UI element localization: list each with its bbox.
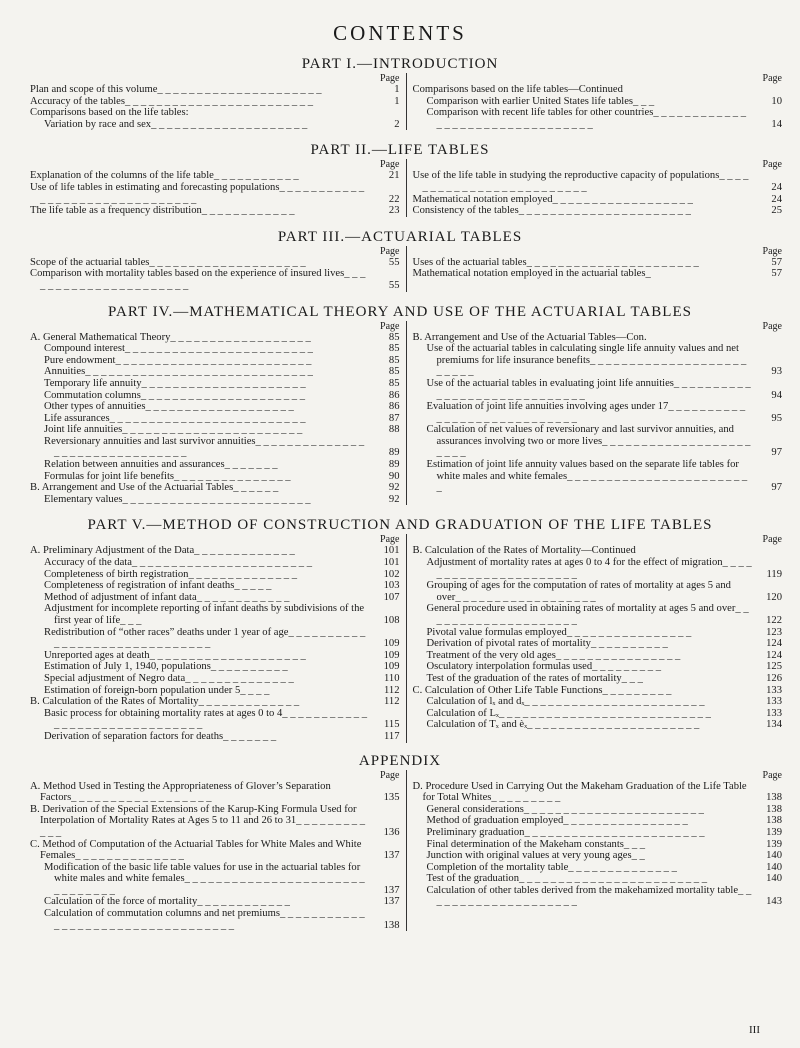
toc-entry-title: B. Derivation of the Special Extensions of the Karup-King Formula Used for Interpolation of Mortality Rates at Ages 5 to 11 and 26 to 31_ _ _ _ _ _ _ _ _ _ _ _: [30, 803, 366, 838]
toc-entry-page: 57: [771, 268, 782, 280]
part-title: APPENDIX: [358, 752, 442, 769]
toc-entry-title: Commutation columns_ _ _ _ _ _ _ _ _ _ _ _ _ _ _ _ _ _ _ _ _: [44, 389, 306, 401]
toc-entry-page: 101: [383, 545, 400, 557]
toc-entry: [30, 268, 404, 291]
toc-entry-title: Use of the actuarial tables in evaluating joint life annuities_ _ _ _ _ _ _ _ _ _ _ _ _ _ _ _ _ _ _ _ _ _ _ _ _ _ _ _ _: [426, 377, 751, 401]
toc-entry: [413, 839, 787, 851]
toc-entry-title: Adjustment for incomplete reporting of infant deaths by subdivisions of the first year of life_ _ _: [44, 603, 365, 626]
toc-entry: [30, 378, 404, 390]
toc-entry-title: Temporary life annuity_ _ _ _ _ _ _ _ _ _ _ _ _ _ _ _ _ _ _ _ _: [44, 377, 306, 389]
toc-entry-page: 102: [383, 568, 400, 580]
toc-entry-title: Completeness of birth registration_ _ _ _ _ _ _ _ _ _ _ _ _ _: [44, 568, 298, 580]
toc-entry-page: 24: [771, 181, 782, 193]
toc-entry: [413, 685, 787, 697]
toc-entry-page: 89: [388, 459, 400, 471]
toc-entry-title: Variation by race and sex_ _ _ _ _ _ _ _ _ _ _ _ _ _ _ _ _ _ _ _: [44, 118, 308, 130]
toc-entry-page: 122: [766, 615, 782, 626]
toc-entry-title: Completion of the mortality table_ _ _ _ _ _ _ _ _ _ _ _ _ _: [426, 861, 677, 873]
page-column-header: Page: [762, 769, 782, 781]
part-section: [0, 56, 800, 130]
toc-entry: [30, 413, 404, 425]
toc-entry-page: 120: [766, 591, 782, 603]
toc-entry-page: 85: [388, 331, 400, 343]
toc-entry-title: C. Calculation of Other Life Table Functions_ _ _ _ _ _ _ _ _: [412, 684, 672, 696]
toc-entry-page: 93: [771, 366, 782, 378]
toc-entry: [30, 107, 404, 119]
toc-entry-page: 1: [394, 95, 400, 107]
toc-entry: [30, 482, 404, 494]
toc-entry-page: 97: [771, 482, 782, 494]
toc-column-right: [406, 73, 787, 130]
toc-entry-title: Use of the actuarial tables in calculating single life annuity values and net premiums for life insurance benefits_ _ _ _ _ _ _ _ _ _ _ _ _ _ _ _ _ _ _ _ _ _ _ _ _: [426, 343, 747, 378]
part-section: [0, 753, 800, 932]
page-column-header: Page: [380, 534, 400, 546]
toc-entry-title: Reversionary annuities and last survivor annuities_ _ _ _ _ _ _ _ _ _ _ _ _ _ _ _ _ _ _ _ _ _ _ _ _ _ _ _ _ _ _: [44, 435, 365, 459]
toc-entry: [30, 696, 404, 708]
toc-entry-page: 125: [766, 661, 782, 673]
toc-columns: [30, 246, 786, 292]
toc-entry-title: B. Calculation of the Rates of Mortality_ _ _ _ _ _ _ _ _ _ _ _ _: [30, 696, 300, 708]
page-column-header: Page: [762, 534, 782, 546]
toc-entry-page: 139: [766, 838, 782, 850]
toc-entry-title: Comparison with recent life tables for other countries_ _ _ _ _ _ _ _ _ _ _ _ _ _ _ _ _ _ _ _ _ _ _ _ _ _ _ _ _ _ _ _: [426, 107, 747, 130]
toc-entry-title: Derivation of pivotal rates of mortality_ _ _ _ _ _ _ _ _ _: [426, 638, 668, 650]
toc-entry-title: Accuracy of the tables_ _ _ _ _ _ _ _ _ _ _ _ _ _ _ _ _ _ _ _ _ _ _ _: [30, 95, 314, 107]
toc-entry-title: Estimation of July 1, 1940, populations_ _ _ _ _ _ _ _ _ _: [44, 661, 288, 673]
page-column-header: Page: [380, 320, 400, 332]
toc-entry: [30, 862, 404, 897]
toc-entry: [413, 194, 787, 206]
toc-entry-title: Calculation of lₓ and dₓ_ _ _ _ _ _ _ _ _ _ _ _ _ _ _ _ _ _ _ _ _ _ _: [426, 696, 705, 708]
toc-entry-title: Grouping of ages for the computation of rates of mortality at ages 5 and over_ _ _ _ _ _ _ _ _ _ _ _ _ _ _ _ _ _: [426, 580, 731, 603]
toc-entry-page: 137: [383, 896, 400, 908]
toc-entry-page: 119: [766, 568, 782, 580]
toc-columns: [30, 770, 786, 932]
toc-entry-title: C. Method of Computation of the Actuarial Tables for White Males and White Females_ _ _ _ _ _ _ _ _ _ _ _ _ _: [30, 838, 362, 862]
toc-columns: [30, 73, 786, 130]
toc-entry-title: Calculation of other tables derived from the makehamized mortality table_ _ _ _ _ _ _ _ _ _ _ _ _ _ _ _ _ _ _ _: [426, 884, 752, 908]
toc-entry-title: Comparison with mortality tables based on the experience of insured lives_ _ _ _ _ _ _ _ _ _ _ _ _ _ _ _ _ _ _ _ _ _: [30, 268, 366, 291]
toc-entry-page: 123: [766, 626, 782, 638]
toc-entry: [413, 661, 787, 673]
toc-entry: [413, 673, 787, 685]
toc-entry-title: Basic process for obtaining mortality rates at ages 0 to 4_ _ _ _ _ _ _ _ _ _ _ _ _ _ _ _ _ _ _ _ _ _ _ _ _ _ _ _ _ _: [44, 707, 368, 731]
toc-entry-page: 112: [384, 696, 400, 708]
toc-entry-page: 124: [766, 649, 782, 661]
toc-entry: [30, 908, 404, 931]
toc-entry-title: Scope of the actuarial tables_ _ _ _ _ _ _ _ _ _ _ _ _ _ _ _ _ _ _ _: [30, 256, 306, 268]
toc-entry: [30, 731, 404, 743]
toc-entry-title: Redistribution of “other races” deaths under 1 year of age_ _ _ _ _ _ _ _ _ _ _ _ _ _ _ _ _ _ _ _ _ _ _ _ _ _ _ _ _ _: [44, 626, 366, 650]
toc-entry-title: B. Calculation of the Rates of Mortality—Continued: [412, 545, 636, 557]
toc-entry: [413, 545, 787, 557]
toc-entry-page: 86: [388, 389, 400, 401]
toc-entry: [413, 650, 787, 662]
page-column-header: Page: [380, 245, 400, 257]
part-title: PART V.—METHOD OF CONSTRUCTION AND GRADUATION OF THE LIFE TABLES: [87, 517, 713, 534]
toc-entry: [413, 332, 787, 344]
toc-entry-page: 2: [394, 118, 400, 130]
toc-entry-title: Unreported ages at death_ _ _ _ _ _ _ _ _ _ _ _ _ _ _ _ _ _ _ _: [44, 649, 306, 661]
toc-entry-page: 133: [766, 684, 782, 696]
toc-entry-title: The life table as a frequency distribution_ _ _ _ _ _ _ _ _ _ _ _: [30, 205, 295, 217]
page-column-header: Page: [762, 159, 782, 171]
toc-entry-page: 92: [388, 482, 400, 494]
toc-entry-page: 126: [766, 672, 782, 684]
toc-entry: [413, 107, 787, 130]
toc-entry-page: 138: [766, 815, 782, 827]
toc-entry-page: 89: [388, 447, 400, 459]
toc-entry-title: Life assurances_ _ _ _ _ _ _ _ _ _ _ _ _ _ _ _ _ _ _ _ _ _ _ _ _: [44, 412, 306, 424]
toc-entry-page: 109: [383, 638, 400, 650]
toc-entry-page: 97: [771, 447, 782, 459]
toc-entry: [413, 862, 787, 874]
toc-entry: [413, 885, 787, 908]
toc-entry: [30, 781, 404, 804]
toc-entry-page: 124: [766, 638, 782, 650]
toc-entry: [413, 850, 787, 862]
toc-entry-page: 88: [388, 424, 400, 436]
toc-entry-title: B. Arrangement and Use of the Actuarial Tables_ _ _ _ _ _: [30, 482, 279, 494]
toc-entry-title: Elementary values_ _ _ _ _ _ _ _ _ _ _ _ _ _ _ _ _ _ _ _ _ _ _ _: [44, 493, 311, 505]
toc-entry-page: 25: [771, 205, 782, 217]
part-title: PART II.—LIFE TABLES: [310, 142, 490, 159]
toc-entry-title: General considerations_ _ _ _ _ _ _ _ _ _ _ _ _ _ _ _ _ _ _ _ _ _ _: [426, 803, 704, 815]
toc-entry-page: 143: [766, 896, 782, 908]
toc-entry: [30, 494, 404, 506]
toc-entry-title: Formulas for joint life benefits_ _ _ _ _ _ _ _ _ _ _ _ _ _ _: [44, 470, 291, 482]
toc-entry-title: Use of life tables in estimating and forecasting populations_ _ _ _ _ _ _ _ _ _ _ _ _ _ _ _ _ _ _ _ _ _ _ _ _ _ _ _ _ _ _: [30, 181, 365, 205]
part-title: PART III.—ACTUARIAL TABLES: [277, 228, 523, 245]
toc-entry-title: Calculation of the force of mortality_ _ _ _ _ _ _ _ _ _ _ _: [44, 896, 290, 908]
toc-entry: [413, 459, 787, 494]
toc-column-left: [30, 246, 406, 292]
toc-entry-page: 117: [384, 730, 400, 742]
toc-entry: [30, 592, 404, 604]
toc-columns: [30, 534, 786, 742]
toc-entry: [413, 96, 787, 108]
toc-entry-title: D. Procedure Used in Carrying Out the Makeham Graduation of the Life Table for Total Whites_ _ _ _ _ _ _ _ _: [412, 780, 747, 804]
toc-entry-title: Use of the life table in studying the reproductive capacity of populations_ _ _ _ _ _ _ _ _ _ _ _ _ _ _ _ _ _ _ _ _ _ _ _ _: [412, 170, 749, 193]
page-column-header: Page: [762, 320, 782, 332]
toc-entry: [413, 257, 787, 269]
toc-entry: [30, 343, 404, 355]
toc-entry-page: 85: [388, 354, 400, 366]
toc-entry: [413, 603, 787, 626]
toc-column-right: [406, 246, 787, 292]
page-number: III: [749, 1024, 760, 1036]
toc-entry-title: Test of the graduation of the rates of mortality_ _ _: [426, 672, 643, 684]
toc-entry: [30, 401, 404, 413]
toc-entry-title: Estimation of foreign-born population under 5_ _ _ _: [44, 684, 270, 696]
toc-columns: [30, 321, 786, 506]
toc-entry-title: Other types of annuities_ _ _ _ _ _ _ _ _ _ _ _ _ _ _ _ _ _ _: [44, 401, 294, 413]
toc-entry-title: Derivation of separation factors for deaths_ _ _ _ _ _ _: [44, 730, 277, 742]
toc-entry-title: Mathematical notation employed in the actuarial tables_: [412, 268, 651, 280]
toc-entry: [413, 781, 787, 804]
toc-entry: [413, 580, 787, 603]
toc-column-right: [406, 321, 787, 506]
toc-entry-page: 14: [771, 118, 782, 130]
toc-entry: [30, 257, 404, 269]
toc-entry-title: Calculation of commutation columns and net premiums_ _ _ _ _ _ _ _ _ _ _ _ _ _ _ _ _ _ _ _ _ _ _ _ _ _ _ _ _ _ _ _ _ _: [44, 908, 365, 931]
part-section: [0, 142, 800, 216]
toc-entry-page: 85: [388, 377, 400, 389]
toc-entry-title: Adjustment of mortality rates at ages 0 to 4 for the effect of migration_ _ _ _ _ _ _ _ _ _ _ _ _ _ _ _ _ _ _ _ _ _: [426, 557, 752, 580]
toc-entry: [30, 96, 404, 108]
toc-entry-title: Joint life annuities_ _ _ _ _ _ _ _ _ _ _ _ _ _ _ _ _ _ _ _ _ _ _: [44, 424, 303, 436]
toc-entry: [413, 84, 787, 96]
toc-entry-page: 57: [771, 256, 782, 268]
toc-entry: [30, 627, 404, 650]
toc-column-left: [30, 534, 406, 742]
toc-entry-title: Comparison with earlier United States life tables_ _ _: [426, 95, 655, 107]
toc-entry: [30, 661, 404, 673]
toc-column-right: [406, 534, 787, 742]
toc-entry: [30, 355, 404, 367]
part-section: [0, 517, 800, 742]
toc-column-left: [30, 321, 406, 506]
toc-entry-page: 138: [766, 803, 782, 815]
toc-entry-title: Final determination of the Makeham constants_ _ _: [426, 838, 646, 850]
toc-entry: [30, 436, 404, 459]
toc-entry: [30, 424, 404, 436]
toc-entry: [413, 205, 787, 217]
page-column-header: Page: [380, 73, 400, 84]
toc-entry: [30, 839, 404, 862]
toc-entry: [413, 378, 787, 401]
toc-entry-page: 85: [388, 343, 400, 355]
toc-entry-page: 21: [388, 170, 400, 182]
toc-entry-page: 85: [388, 366, 400, 378]
toc-entry-page: 103: [383, 580, 400, 592]
toc-entry: [30, 569, 404, 581]
toc-entry-title: Comparisons based on the life tables:: [30, 107, 189, 119]
toc-entry-title: Calculation of Tₓ and èₓ_ _ _ _ _ _ _ _ _ _ _ _ _ _ _ _ _ _ _ _ _ _: [426, 719, 700, 731]
toc-entry: [413, 708, 787, 720]
toc-column-right: [406, 770, 787, 932]
toc-entry: [413, 401, 787, 424]
toc-column-right: [406, 159, 787, 216]
toc-entry-page: 108: [383, 615, 400, 626]
toc-entry-title: Preliminary graduation_ _ _ _ _ _ _ _ _ _ _ _ _ _ _ _ _ _ _ _ _ _ _: [426, 826, 705, 838]
toc-entry-page: 112: [384, 684, 400, 696]
toc-entry-title: Comparisons based on the life tables—Continued: [412, 84, 623, 95]
toc-entry-title: B. Arrangement and Use of the Actuarial Tables—Con.: [412, 331, 647, 343]
toc-column-left: [30, 770, 406, 932]
toc-entry-page: 110: [384, 672, 400, 684]
toc-entry-page: 24: [771, 193, 782, 205]
toc-entry: [30, 459, 404, 471]
toc-entry-title: Relation between annuities and assurances_ _ _ _ _ _ _: [44, 459, 278, 471]
toc-entry: [413, 343, 787, 378]
toc-column-left: [30, 73, 406, 130]
page-column-header: Page: [762, 245, 782, 257]
toc-entry: [30, 170, 404, 182]
toc-entry-title: Consistency of the tables_ _ _ _ _ _ _ _ _ _ _ _ _ _ _ _ _ _ _ _ _ _: [412, 205, 691, 217]
toc-entry-page: 95: [771, 412, 782, 424]
toc-entry-page: 135: [383, 792, 400, 804]
toc-entry: [413, 627, 787, 639]
toc-entry-title: Pivotal value formulas employed_ _ _ _ _ _ _ _ _ _ _ _ _ _ _ _: [426, 626, 692, 638]
toc-entry-page: 92: [388, 493, 400, 505]
toc-entry: [30, 390, 404, 402]
toc-entry-page: 134: [766, 719, 782, 731]
toc-entry-page: 109: [383, 661, 400, 673]
toc-entry: [30, 650, 404, 662]
toc-entry: [30, 685, 404, 697]
toc-entry-title: Junction with original values at very young ages_ _: [426, 850, 645, 862]
toc-entry-page: 107: [383, 591, 400, 603]
toc-entry-page: 137: [383, 884, 400, 896]
contents-body: [0, 56, 800, 931]
toc-entry-title: A. Method Used in Testing the Appropriateness of Glover’s Separation Factors_ _ _ _ _ _ _ _ _ _ _ _ _ _ _ _ _ _: [30, 780, 331, 804]
toc-entry: [413, 719, 787, 731]
toc-entry: [30, 119, 404, 131]
page-column-header: Page: [380, 769, 400, 781]
toc-entry-title: Calculation of Lₓ_ _ _ _ _ _ _ _ _ _ _ _ _ _ _ _ _ _ _ _ _ _ _ _ _ _ _: [426, 707, 711, 719]
toc-entry: [30, 332, 404, 344]
toc-entry-page: 136: [383, 826, 400, 838]
toc-entry-page: 140: [766, 861, 782, 873]
toc-entry-page: 22: [388, 193, 400, 205]
toc-entry-title: Method of graduation employed_ _ _ _ _ _ _ _ _ _ _ _ _ _ _ _: [426, 815, 688, 827]
toc-entry: [30, 205, 404, 217]
toc-entry-title: A. General Mathematical Theory_ _ _ _ _ _ _ _ _ _ _ _ _ _ _ _ _ _: [30, 331, 311, 343]
toc-entry-title: A. Preliminary Adjustment of the Data_ _ _ _ _ _ _ _ _ _ _ _ _: [30, 545, 295, 557]
toc-entry-page: 23: [388, 205, 400, 217]
toc-entry: [30, 708, 404, 731]
toc-entry-title: Evaluation of joint life annuities involving ages under 17_ _ _ _ _ _ _ _ _ _ _ _ _ _ _ _ _ _ _ _ _ _ _ _ _ _ _ _: [426, 401, 746, 424]
toc-entry: [30, 84, 404, 96]
toc-entry: [413, 873, 787, 885]
toc-entry-page: 140: [766, 850, 782, 862]
toc-entry: [30, 580, 404, 592]
page-column-header: Page: [380, 159, 400, 171]
toc-entry-title: Test of the graduation_ _ _ _ _ _ _ _ _ _ _ _ _ _ _ _ _ _ _ _ _ _ _ _: [426, 873, 708, 885]
toc-entry-page: 138: [383, 919, 400, 931]
toc-entry: [413, 268, 787, 280]
toc-entry: [30, 545, 404, 557]
toc-entry-page: 101: [383, 557, 400, 569]
part-title: PART I.—INTRODUCTION: [301, 56, 499, 72]
toc-entry-page: 1: [394, 84, 400, 95]
toc-entry: [30, 804, 404, 839]
toc-entry-title: Uses of the actuarial tables_ _ _ _ _ _ _ _ _ _ _ _ _ _ _ _ _ _ _ _ _ _: [412, 256, 699, 268]
toc-entry-title: Accuracy of the data_ _ _ _ _ _ _ _ _ _ _ _ _ _ _ _ _ _ _ _ _ _ _: [44, 557, 313, 569]
toc-entry-title: Mathematical notation employed_ _ _ _ _ _ _ _ _ _ _ _ _ _ _ _ _ _: [412, 193, 693, 205]
toc-entry-title: Explanation of the columns of the life table_ _ _ _ _ _ _ _ _ _ _: [30, 170, 299, 182]
toc-entry-title: Plan and scope of this volume_ _ _ _ _ _ _ _ _ _ _ _ _ _ _ _ _ _ _ _ _: [30, 84, 322, 95]
toc-entry-page: 133: [766, 707, 782, 719]
toc-entry-page: 55: [388, 279, 400, 291]
toc-entry-page: 87: [388, 412, 400, 424]
toc-entry: [413, 557, 787, 580]
part-section: [0, 229, 800, 292]
toc-entry-title: Modification of the basic life table values for use in the actuarial tables for white males and white females_ _ _ _ _ _ _ _ _ _ _ _ _ _ _ _ _ _ _ _ _ _ _ _ _ _ _ _ _ _ _: [44, 861, 365, 896]
toc-entry-page: 90: [388, 470, 400, 482]
toc-entry: [413, 804, 787, 816]
toc-entry: [413, 424, 787, 459]
toc-entry-page: 115: [384, 719, 400, 731]
toc-entry-page: 139: [766, 826, 782, 838]
toc-entry-page: 94: [771, 389, 782, 401]
toc-entry-title: Annuities_ _ _ _ _ _ _ _ _ _ _ _ _ _ _ _ _ _ _ _ _ _ _ _ _ _ _ _ _: [44, 366, 313, 378]
toc-entry: [413, 815, 787, 827]
toc-entry: [413, 827, 787, 839]
toc-entry-title: Osculatory interpolation formulas used_ _ _ _ _ _ _ _ _: [426, 661, 661, 673]
toc-entry: [30, 603, 404, 626]
toc-entry-page: 109: [383, 649, 400, 661]
toc-entry-page: 86: [388, 401, 400, 413]
toc-entry-title: Special adjustment of Negro data_ _ _ _ _ _ _ _ _ _ _ _ _ _: [44, 672, 294, 684]
toc-entry: [30, 471, 404, 483]
page-column-header: Page: [762, 73, 782, 84]
toc-entry-page: 10: [771, 95, 782, 107]
toc-entry: [30, 557, 404, 569]
toc-column-left: [30, 159, 406, 216]
toc-entry: [413, 638, 787, 650]
toc-entry-title: Pure endowment_ _ _ _ _ _ _ _ _ _ _ _ _ _ _ _ _ _ _ _ _ _ _ _ _: [44, 354, 312, 366]
toc-entry: [30, 182, 404, 205]
toc-entry-page: 140: [766, 873, 782, 885]
toc-entry-title: Completeness of registration of infant deaths_ _ _ _ _: [44, 580, 272, 592]
toc-entry: [413, 170, 787, 193]
toc-entry: [413, 696, 787, 708]
part-section: [0, 304, 800, 506]
toc-entry: [30, 673, 404, 685]
toc-columns: [30, 159, 786, 216]
toc-entry-page: 133: [766, 696, 782, 708]
toc-entry-title: Compound interest_ _ _ _ _ _ _ _ _ _ _ _ _ _ _ _ _ _ _ _ _ _ _ _: [44, 343, 313, 355]
toc-entry-title: General procedure used in obtaining rates of mortality at ages 5 and over_ _ _ _ _ _ _ _ _ _ _ _ _ _ _ _ _ _ _ _: [426, 603, 749, 626]
toc-entry-page: 138: [766, 792, 782, 804]
part-title: PART IV.—MATHEMATICAL THEORY AND USE OF THE ACTUARIAL TABLES: [108, 303, 692, 320]
toc-entry-page: 55: [388, 256, 400, 268]
page-title: CONTENTS: [333, 21, 467, 45]
toc-entry-page: 137: [383, 850, 400, 862]
toc-entry-title: Estimation of joint life annuity values based on the separate life tables for white males and white females_ _ _ _ _ _ _ _ _ _ _ _ _ _ _ _ _ _ _ _ _ _ _ _: [426, 459, 748, 494]
toc-entry: [30, 366, 404, 378]
toc-entry-title: Calculation of net values of reversionary and last survivor annuities, and assurances involving two or more lives_ _ _ _ _ _ _ _ _ _ _ _ _ _ _ _ _ _ _ _ _ _ _: [426, 424, 751, 459]
toc-entry-title: Treatment of the very old ages_ _ _ _ _ _ _ _ _ _ _ _ _ _ _ _: [426, 649, 681, 661]
toc-entry: [30, 896, 404, 908]
toc-entry-title: Method of adjustment of infant data_ _ _ _ _ _ _ _ _ _ _ _: [44, 591, 290, 603]
